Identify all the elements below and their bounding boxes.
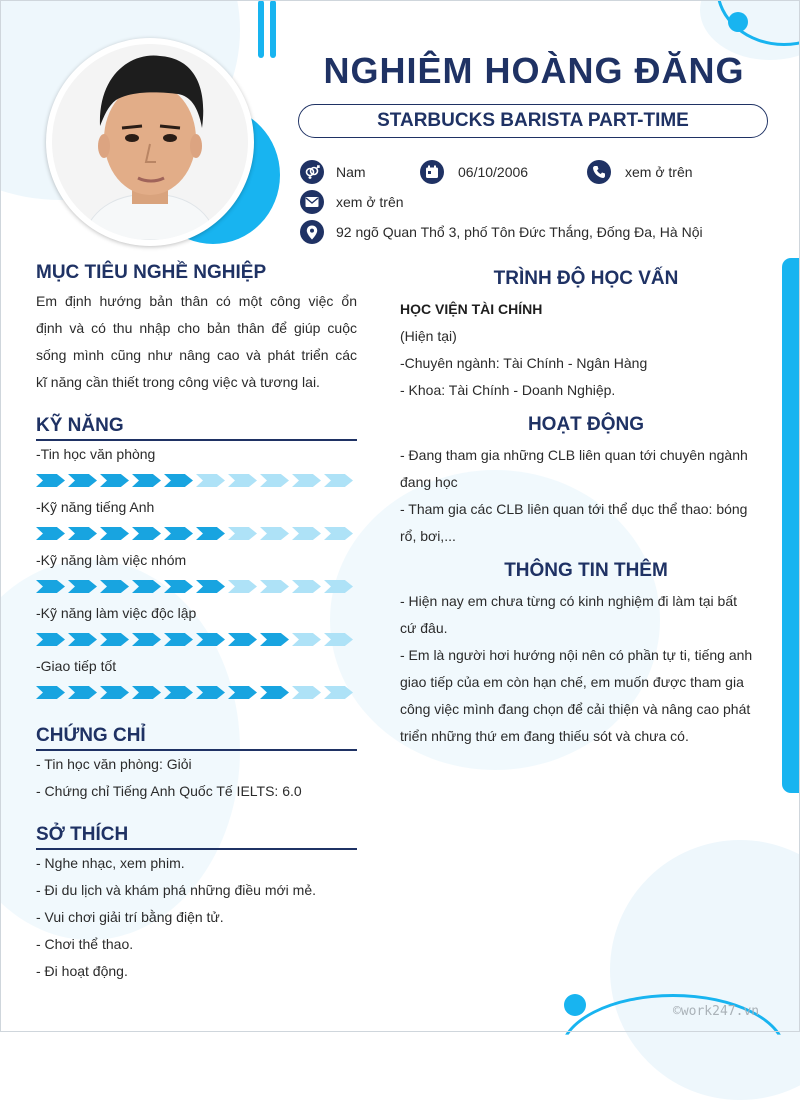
skill-chevron-empty bbox=[292, 580, 321, 593]
skill-chevron-filled bbox=[68, 633, 97, 646]
skill-chevron-empty bbox=[292, 633, 321, 646]
hobby-item: - Vui chơi giải trí bằng điện tử. bbox=[36, 909, 224, 925]
objective-line: sống mình cũng như nâng cao và phát triển các bbox=[36, 347, 357, 363]
activity-line: rổ, bơi,... bbox=[400, 528, 456, 544]
avatar-photo bbox=[52, 44, 248, 240]
email-icon bbox=[300, 190, 324, 214]
skill-chevron-filled bbox=[260, 633, 289, 646]
skill-label: -Giao tiếp tốt bbox=[36, 658, 117, 674]
skill-chevron-filled bbox=[228, 686, 257, 699]
skill-chevron-filled bbox=[164, 580, 193, 593]
skill-chevron-empty bbox=[324, 474, 353, 487]
skill-chevron-filled bbox=[228, 633, 257, 646]
skill-chevron-filled bbox=[100, 474, 129, 487]
extra-info-line: triển những thứ em đang thiếu sót và chưa có. bbox=[400, 728, 689, 744]
skill-chevron-empty bbox=[324, 580, 353, 593]
education-line: - Khoa: Tài Chính - Doanh Nghiệp. bbox=[400, 382, 616, 398]
skill-chevron-filled bbox=[164, 686, 193, 699]
decorative-bar bbox=[270, 0, 276, 58]
extra-info-title: THÔNG TIN THÊM bbox=[504, 560, 668, 581]
skills-title: KỸ NĂNG bbox=[36, 415, 124, 436]
skill-level-bar bbox=[36, 686, 353, 699]
skill-chevron-filled bbox=[100, 580, 129, 593]
skill-level-bar bbox=[36, 580, 353, 593]
skill-label: -Tin học văn phòng bbox=[36, 446, 156, 462]
skill-chevron-empty bbox=[324, 633, 353, 646]
education-school: HỌC VIỆN TÀI CHÍNH bbox=[400, 301, 543, 317]
skill-chevron-filled bbox=[132, 580, 161, 593]
skill-chevron-empty bbox=[292, 686, 321, 699]
candidate-name: NGHIÊM HOÀNG ĐĂNG bbox=[323, 50, 745, 91]
skill-chevron-filled bbox=[100, 527, 129, 540]
skill-chevron-filled bbox=[36, 633, 65, 646]
skill-chevron-empty bbox=[324, 527, 353, 540]
contact-birthday bbox=[420, 160, 528, 184]
skill-level-bar bbox=[36, 474, 353, 487]
certificates-divider bbox=[36, 749, 357, 751]
activities-title: HOẠT ĐỘNG bbox=[527, 414, 645, 435]
skill-chevron-filled bbox=[68, 527, 97, 540]
calendar-icon bbox=[420, 160, 444, 184]
skill-chevron-filled bbox=[68, 580, 97, 593]
extra-info-line: - Em là người hơi hướng nội nên có phần tự ti, tiếng anh bbox=[400, 647, 753, 663]
hobby-item: - Nghe nhạc, xem phim. bbox=[36, 855, 185, 871]
objective-title: MỤC TIÊU NGHỀ NGHIỆP bbox=[36, 262, 267, 283]
skill-chevron-filled bbox=[36, 580, 65, 593]
activity-line: đang học bbox=[400, 474, 458, 490]
skill-chevron-empty bbox=[260, 527, 289, 540]
phone-value: xem ở trên bbox=[625, 164, 693, 180]
gender-icon bbox=[300, 160, 324, 184]
contact-email bbox=[300, 190, 404, 214]
avatar bbox=[46, 38, 254, 246]
skill-chevron-filled bbox=[132, 474, 161, 487]
extra-info-line: công việc mình đang chọn để cải thiện và nâng cao phát bbox=[400, 701, 751, 717]
location-icon bbox=[300, 220, 324, 244]
skill-label: -Kỹ năng tiếng Anh bbox=[36, 499, 155, 515]
skill-level-bar bbox=[36, 633, 353, 646]
skills-divider bbox=[36, 439, 357, 441]
certificate-item: - Chứng chỉ Tiếng Anh Quốc Tế IELTS: 6.0 bbox=[36, 783, 302, 799]
skill-chevron-filled bbox=[260, 686, 289, 699]
address-value: 92 ngõ Quan Thổ 3, phố Tôn Đức Thắng, Đống Đa, Hà Nội bbox=[336, 224, 703, 240]
skill-chevron-empty bbox=[292, 474, 321, 487]
decorative-dot bbox=[564, 994, 586, 1016]
skill-chevron-filled bbox=[196, 686, 225, 699]
watermark: ©work247.vn bbox=[673, 1004, 760, 1019]
skill-chevron-filled bbox=[68, 686, 97, 699]
hobby-item: - Đi du lịch và khám phá những điều mới mẻ. bbox=[36, 882, 317, 898]
skill-chevron-filled bbox=[36, 527, 65, 540]
phone-icon bbox=[587, 160, 611, 184]
skill-chevron-filled bbox=[132, 686, 161, 699]
skill-chevron-filled bbox=[196, 580, 225, 593]
hobby-item: - Đi hoạt động. bbox=[36, 963, 128, 979]
email-value: xem ở trên bbox=[336, 194, 404, 210]
education-line: (Hiện tại) bbox=[400, 328, 457, 344]
skill-chevron-filled bbox=[164, 527, 193, 540]
skill-chevron-filled bbox=[132, 633, 161, 646]
extra-info-line: - Hiện nay em chưa từng có kinh nghiệm đi làm tại bất bbox=[400, 593, 738, 609]
objective-line: định và có thu nhập cho bản thân để giúp cuộc bbox=[36, 320, 357, 336]
activity-line: - Đang tham gia những CLB liên quan tới chuyên ngành bbox=[400, 447, 748, 463]
skill-label: -Kỹ năng làm việc độc lập bbox=[36, 605, 197, 621]
education-title: TRÌNH ĐỘ HỌC VẤN bbox=[493, 268, 679, 289]
skill-chevron-filled bbox=[164, 633, 193, 646]
skill-chevron-empty bbox=[260, 580, 289, 593]
skill-label: -Kỹ năng làm việc nhóm bbox=[36, 552, 187, 568]
skill-chevron-empty bbox=[228, 580, 257, 593]
skill-chevron-filled bbox=[68, 474, 97, 487]
skill-chevron-filled bbox=[196, 633, 225, 646]
skill-level-bar bbox=[36, 527, 353, 540]
skill-chevron-empty bbox=[292, 527, 321, 540]
skill-chevron-filled bbox=[36, 474, 65, 487]
hobbies-title: SỞ THÍCH bbox=[36, 824, 129, 845]
certificate-item: - Tin học văn phòng: Giỏi bbox=[36, 756, 192, 772]
contact-phone bbox=[587, 160, 693, 184]
objective-line: kĩ năng cần thiết trong công việc và tương lai. bbox=[36, 374, 320, 390]
skill-chevron-filled bbox=[196, 527, 225, 540]
objective-text bbox=[36, 288, 357, 396]
skill-chevron-filled bbox=[36, 686, 65, 699]
skill-chevron-filled bbox=[132, 527, 161, 540]
contact-address bbox=[300, 220, 703, 244]
extra-info-line: giao tiếp của em còn hạn chế, em muốn được tham gia bbox=[400, 674, 744, 690]
hobby-item: - Chơi thể thao. bbox=[36, 936, 134, 952]
education-line: -Chuyên ngành: Tài Chính - Ngân Hàng bbox=[400, 355, 648, 371]
skill-chevron-filled bbox=[100, 686, 129, 699]
activity-line: - Tham gia các CLB liên quan tới thể dục thể thao: bóng bbox=[400, 501, 748, 517]
extra-info-line: cứ đâu. bbox=[400, 620, 448, 636]
skill-chevron-empty bbox=[228, 474, 257, 487]
gender-value: Nam bbox=[336, 164, 366, 180]
decorative-side-tab bbox=[782, 258, 800, 793]
objective-line: Em định hướng bản thân có một công việc ổn bbox=[36, 293, 357, 309]
certificates-title: CHỨNG CHỈ bbox=[36, 725, 146, 746]
decorative-dot bbox=[728, 12, 748, 32]
decorative-bar bbox=[258, 0, 264, 58]
skill-chevron-filled bbox=[100, 633, 129, 646]
job-title: STARBUCKS BARISTA PART-TIME bbox=[298, 104, 768, 138]
skill-chevron-empty bbox=[228, 527, 257, 540]
skill-chevron-empty bbox=[260, 474, 289, 487]
skill-chevron-empty bbox=[324, 686, 353, 699]
skill-chevron-filled bbox=[164, 474, 193, 487]
skill-chevron-empty bbox=[196, 474, 225, 487]
contact-gender bbox=[300, 160, 366, 184]
birthday-value: 06/10/2006 bbox=[458, 164, 529, 180]
background-blob bbox=[610, 840, 800, 1100]
hobbies-divider bbox=[36, 848, 357, 850]
